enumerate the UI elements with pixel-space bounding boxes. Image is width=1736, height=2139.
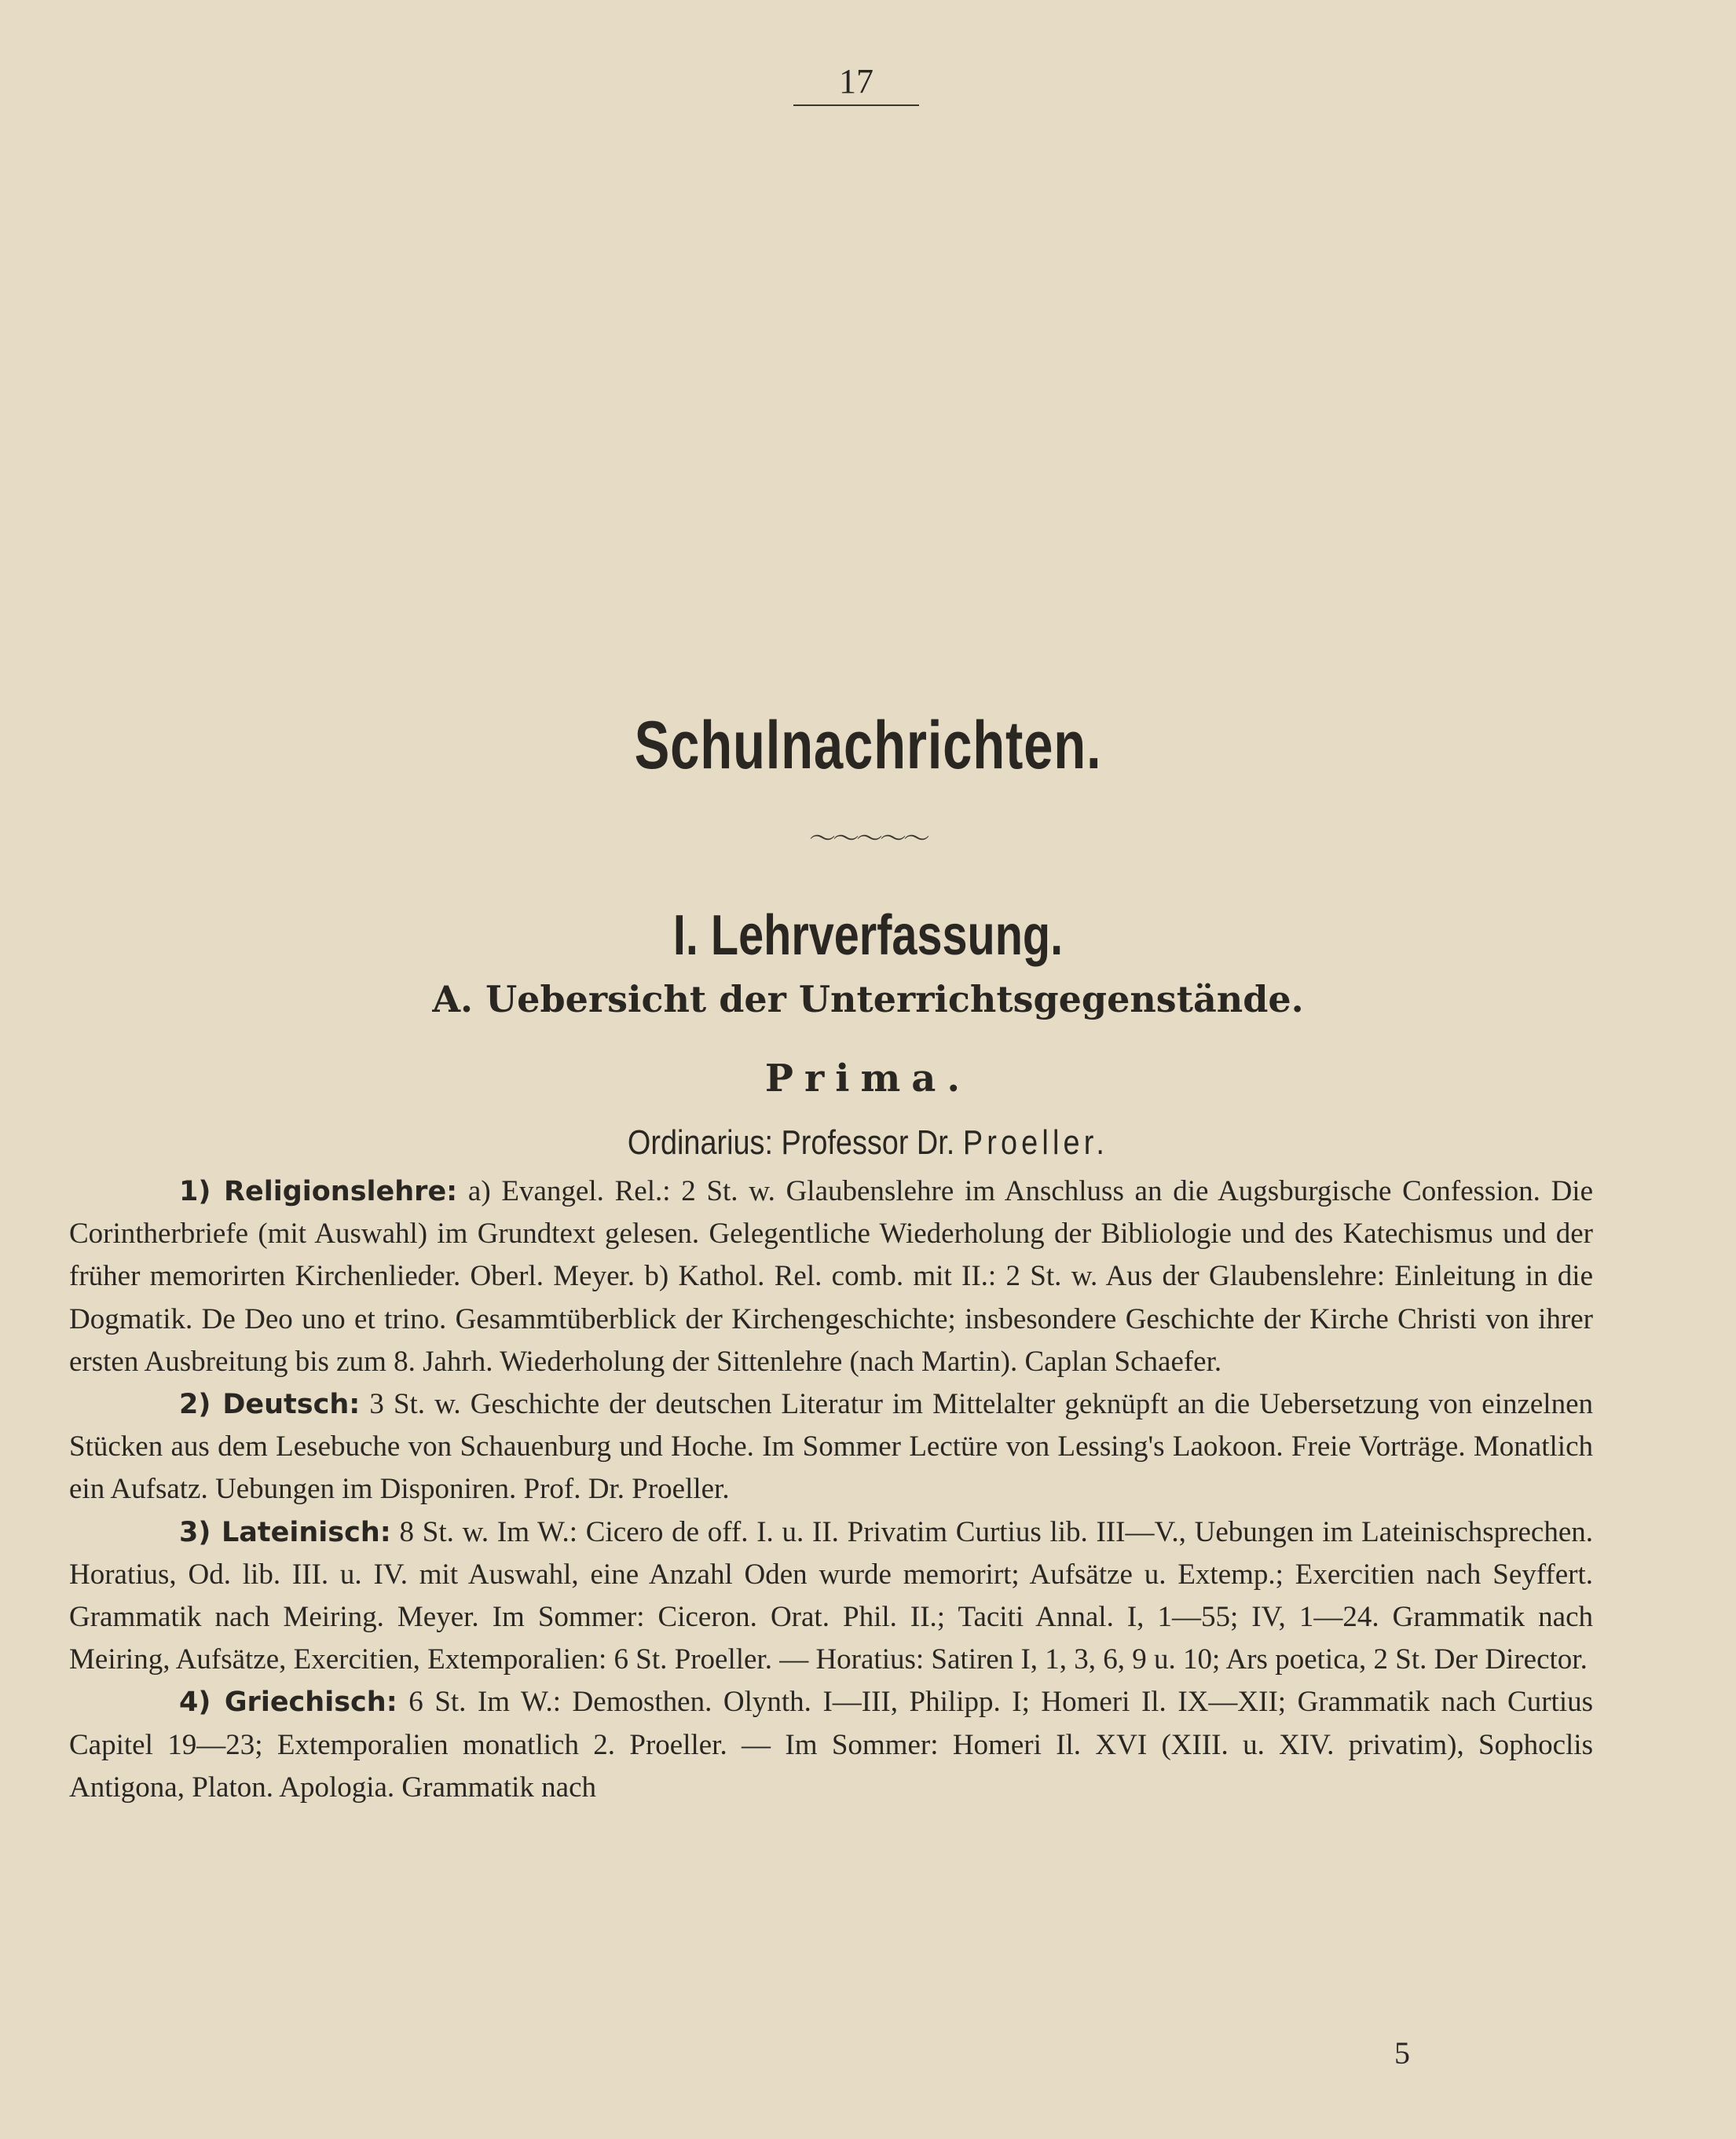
section-heading: I. Lehrverfassung. xyxy=(672,904,1064,967)
page-title: Schulnachrichten. xyxy=(634,708,1102,783)
paragraph-deutsch xyxy=(69,1383,1593,1511)
body-text xyxy=(69,1170,1593,1809)
ordinarius-prefix: Ordinarius: Professor Dr. xyxy=(627,1123,955,1162)
paragraph-griechisch xyxy=(69,1681,1593,1809)
subject-label: 1) Religionslehre: xyxy=(179,1176,458,1207)
subject-label: 3) Lateinisch: xyxy=(179,1516,391,1548)
signature-mark: 5 xyxy=(1394,2035,1410,2071)
paragraph-text: a) Evangel. Rel.: 2 St. w. Glaubenslehre im Anschluss an die Augsburgische Confession. Die Corintherbriefe (mit Auswahl) im Grundtext gelesen. Gelegentliche Wiederholung der Bibliologie und des Katechismus und der früher memorirten Kirchenlieder. Oberl. Meyer. b) Kathol. Rel. comb. mit II.: 2 St. w. Aus der Glaubenslehre: Einleitung in die Dogmatik. De Deo uno et trino. Gesammtüberblick der Kirchengeschichte; insbesondere Geschichte der Kirche Christi von ihrer ersten Ausbreitung bis zum 8. Jahrh. Wiederholung der Sittenlehre (nach Martin). Caplan Schaefer. xyxy=(69,1175,1594,1378)
paragraph-religion xyxy=(69,1170,1593,1383)
wave-divider: 〜〜〜〜〜 xyxy=(809,825,927,854)
paragraph-text: 6 St. Im W.: Demosthen. Olynth. I—III, Philipp. I; Homeri Il. IX—XII; Grammatik nach Curtius Capitel 19—23; Extemporalien monatlich 2. Proeller. — Im Sommer: Homeri Il. XVI (XIII. u. XIV. privatim), Sophoclis Antigona, Platon. Apologia. Grammatik nach xyxy=(69,1686,1593,1804)
ordinarius-name: Proeller. xyxy=(962,1123,1109,1162)
page-number: 17 xyxy=(793,61,919,106)
subject-label: 2) Deutsch: xyxy=(179,1389,361,1421)
subject-label: 4) Griechisch: xyxy=(179,1687,397,1719)
paragraph-text: 3 St. w. Geschichte der deutschen Literatur im Mittelalter geknüpft an die Uebersetzung von einzelnen Stücken aus dem Lesebuche von Schauenburg und Hoche. Im Sommer Lectüre von Lessing's Laokoon. Freie Vorträge. Monatlich ein Aufsatz. Uebungen im Disponiren. Prof. Dr. Proeller. xyxy=(69,1388,1594,1506)
class-name: Prima. xyxy=(764,1057,972,1101)
subsection-heading: A. Uebersicht der Unterrichtsgegenstände. xyxy=(432,978,1304,1020)
paragraph-text: 8 St. w. Im W.: Cicero de off. I. u. II. Privatim Curtius lib. III—V., Uebungen im Lateinischsprechen. Horatius, Od. lib. III. u. IV. mit Auswahl, eine Anzahl Oden wurde memorirt; Aufsätze u. Extemp.; Exercitien nach Seyffert. Grammatik nach Meiring. Meyer. Im Sommer: Ciceron. Orat. Phil. II.; Taciti Annal. I, 1—55; IV, 1—24. Grammatik nach Meiring, Aufsätze, Exercitien, Extemporalien: 6 St. Proeller. — Horatius: Satiren I, 1, 3, 6, 9 u. 10; Ars poetica, 2 St. Der Director. xyxy=(69,1515,1594,1676)
paragraph-lateinisch xyxy=(69,1511,1593,1682)
ordinarius-line xyxy=(122,1123,1615,1163)
